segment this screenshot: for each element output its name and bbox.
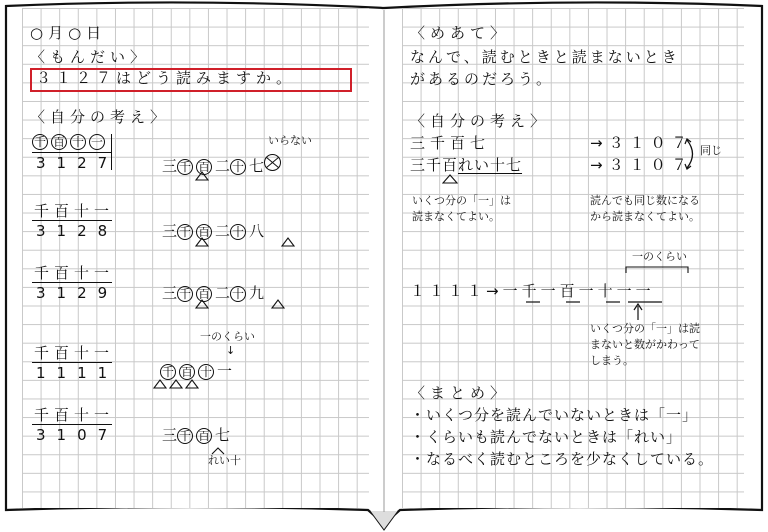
summary-heading: 〈まとめ〉 xyxy=(410,384,511,402)
note-ichi-no-kurai: 一のくらい xyxy=(200,330,255,343)
digits-row-4: 1111 xyxy=(36,364,119,382)
digits-row-3: 3129 xyxy=(36,284,119,302)
grid-vline-1 xyxy=(111,134,112,170)
place-headers-3: 千百十一 xyxy=(34,264,115,282)
note-iranai: いらない xyxy=(268,134,312,147)
note-right-1: 読んでも同じ数になる xyxy=(590,194,700,207)
example-1-number: →３１０７ xyxy=(590,134,693,152)
note-bottom-1: いくつ分の「一」は読 xyxy=(590,322,700,335)
summary-item-2: ・くらいも読んでないときは「れい」 xyxy=(410,428,683,446)
reading-row-4: 千 百 十 一 xyxy=(161,362,233,380)
goal-line-2: があるのだろう。 xyxy=(410,70,555,88)
example-2-kanji: 三千百れい十七 xyxy=(410,156,523,174)
summary-item-3: ・なるべく読むところを少なくしている。 xyxy=(410,450,715,468)
place-headers-circled: 千 百 十 一 xyxy=(33,135,103,149)
place-headers-2: 千百十一 xyxy=(34,202,115,220)
my-idea-heading-right: 〈自分の考え〉 xyxy=(410,112,551,130)
example-2-number: →３１０７ xyxy=(590,156,693,174)
reading-row-2: 三 千 百 二 十 八 xyxy=(162,222,265,240)
place-headers-4: 千百十一 xyxy=(34,344,115,362)
note-right-2: から読まなくてよい。 xyxy=(590,210,700,223)
example-3: １１１１→一千一百一十一一 xyxy=(410,282,655,300)
reading-row-1: 三 千 百 二 十 七 xyxy=(162,154,281,175)
my-idea-heading: 〈自分の考え〉 xyxy=(30,108,171,126)
example-1-kanji: 三千百七 xyxy=(410,134,491,152)
reading-row-5: 三 千 百 七 xyxy=(162,426,231,444)
ichi-no-kurai-label: 一のくらい xyxy=(632,250,687,263)
goal-line-1: なんで、読むときと読まないとき xyxy=(410,48,680,66)
place-headers-5: 千百十一 xyxy=(34,406,115,424)
digits-row-1: 3127 xyxy=(36,154,119,172)
note-bottom-2: まないと数がかわって xyxy=(590,338,700,351)
note-left-1: いくつ分の「一」は xyxy=(412,194,511,207)
reading-row-3: 三 千 百 二 十 九 xyxy=(162,284,265,302)
left-page xyxy=(22,8,369,508)
problem-heading: 〈もんだい〉 xyxy=(30,48,151,66)
goal-heading: 〈めあて〉 xyxy=(410,24,511,42)
same-label: 同じ xyxy=(700,144,722,157)
note-left-2: 読まなくてよい。 xyxy=(412,210,500,223)
summary-item-1: ・いくつ分を読んでいないときは「一」 xyxy=(410,406,699,424)
digits-row-2: 3128 xyxy=(36,222,119,240)
date: ○月○日 xyxy=(30,24,107,42)
problem-text: ３１２７はどう読みますか。 xyxy=(36,69,297,87)
digits-row-5: 3107 xyxy=(36,426,119,444)
note-bottom-3: しまう。 xyxy=(590,354,634,367)
down-arrow-icon: ↓ xyxy=(226,344,236,357)
right-page xyxy=(402,8,744,508)
caret-marks xyxy=(22,8,369,508)
note-rei-juu: れい十 xyxy=(208,454,241,467)
